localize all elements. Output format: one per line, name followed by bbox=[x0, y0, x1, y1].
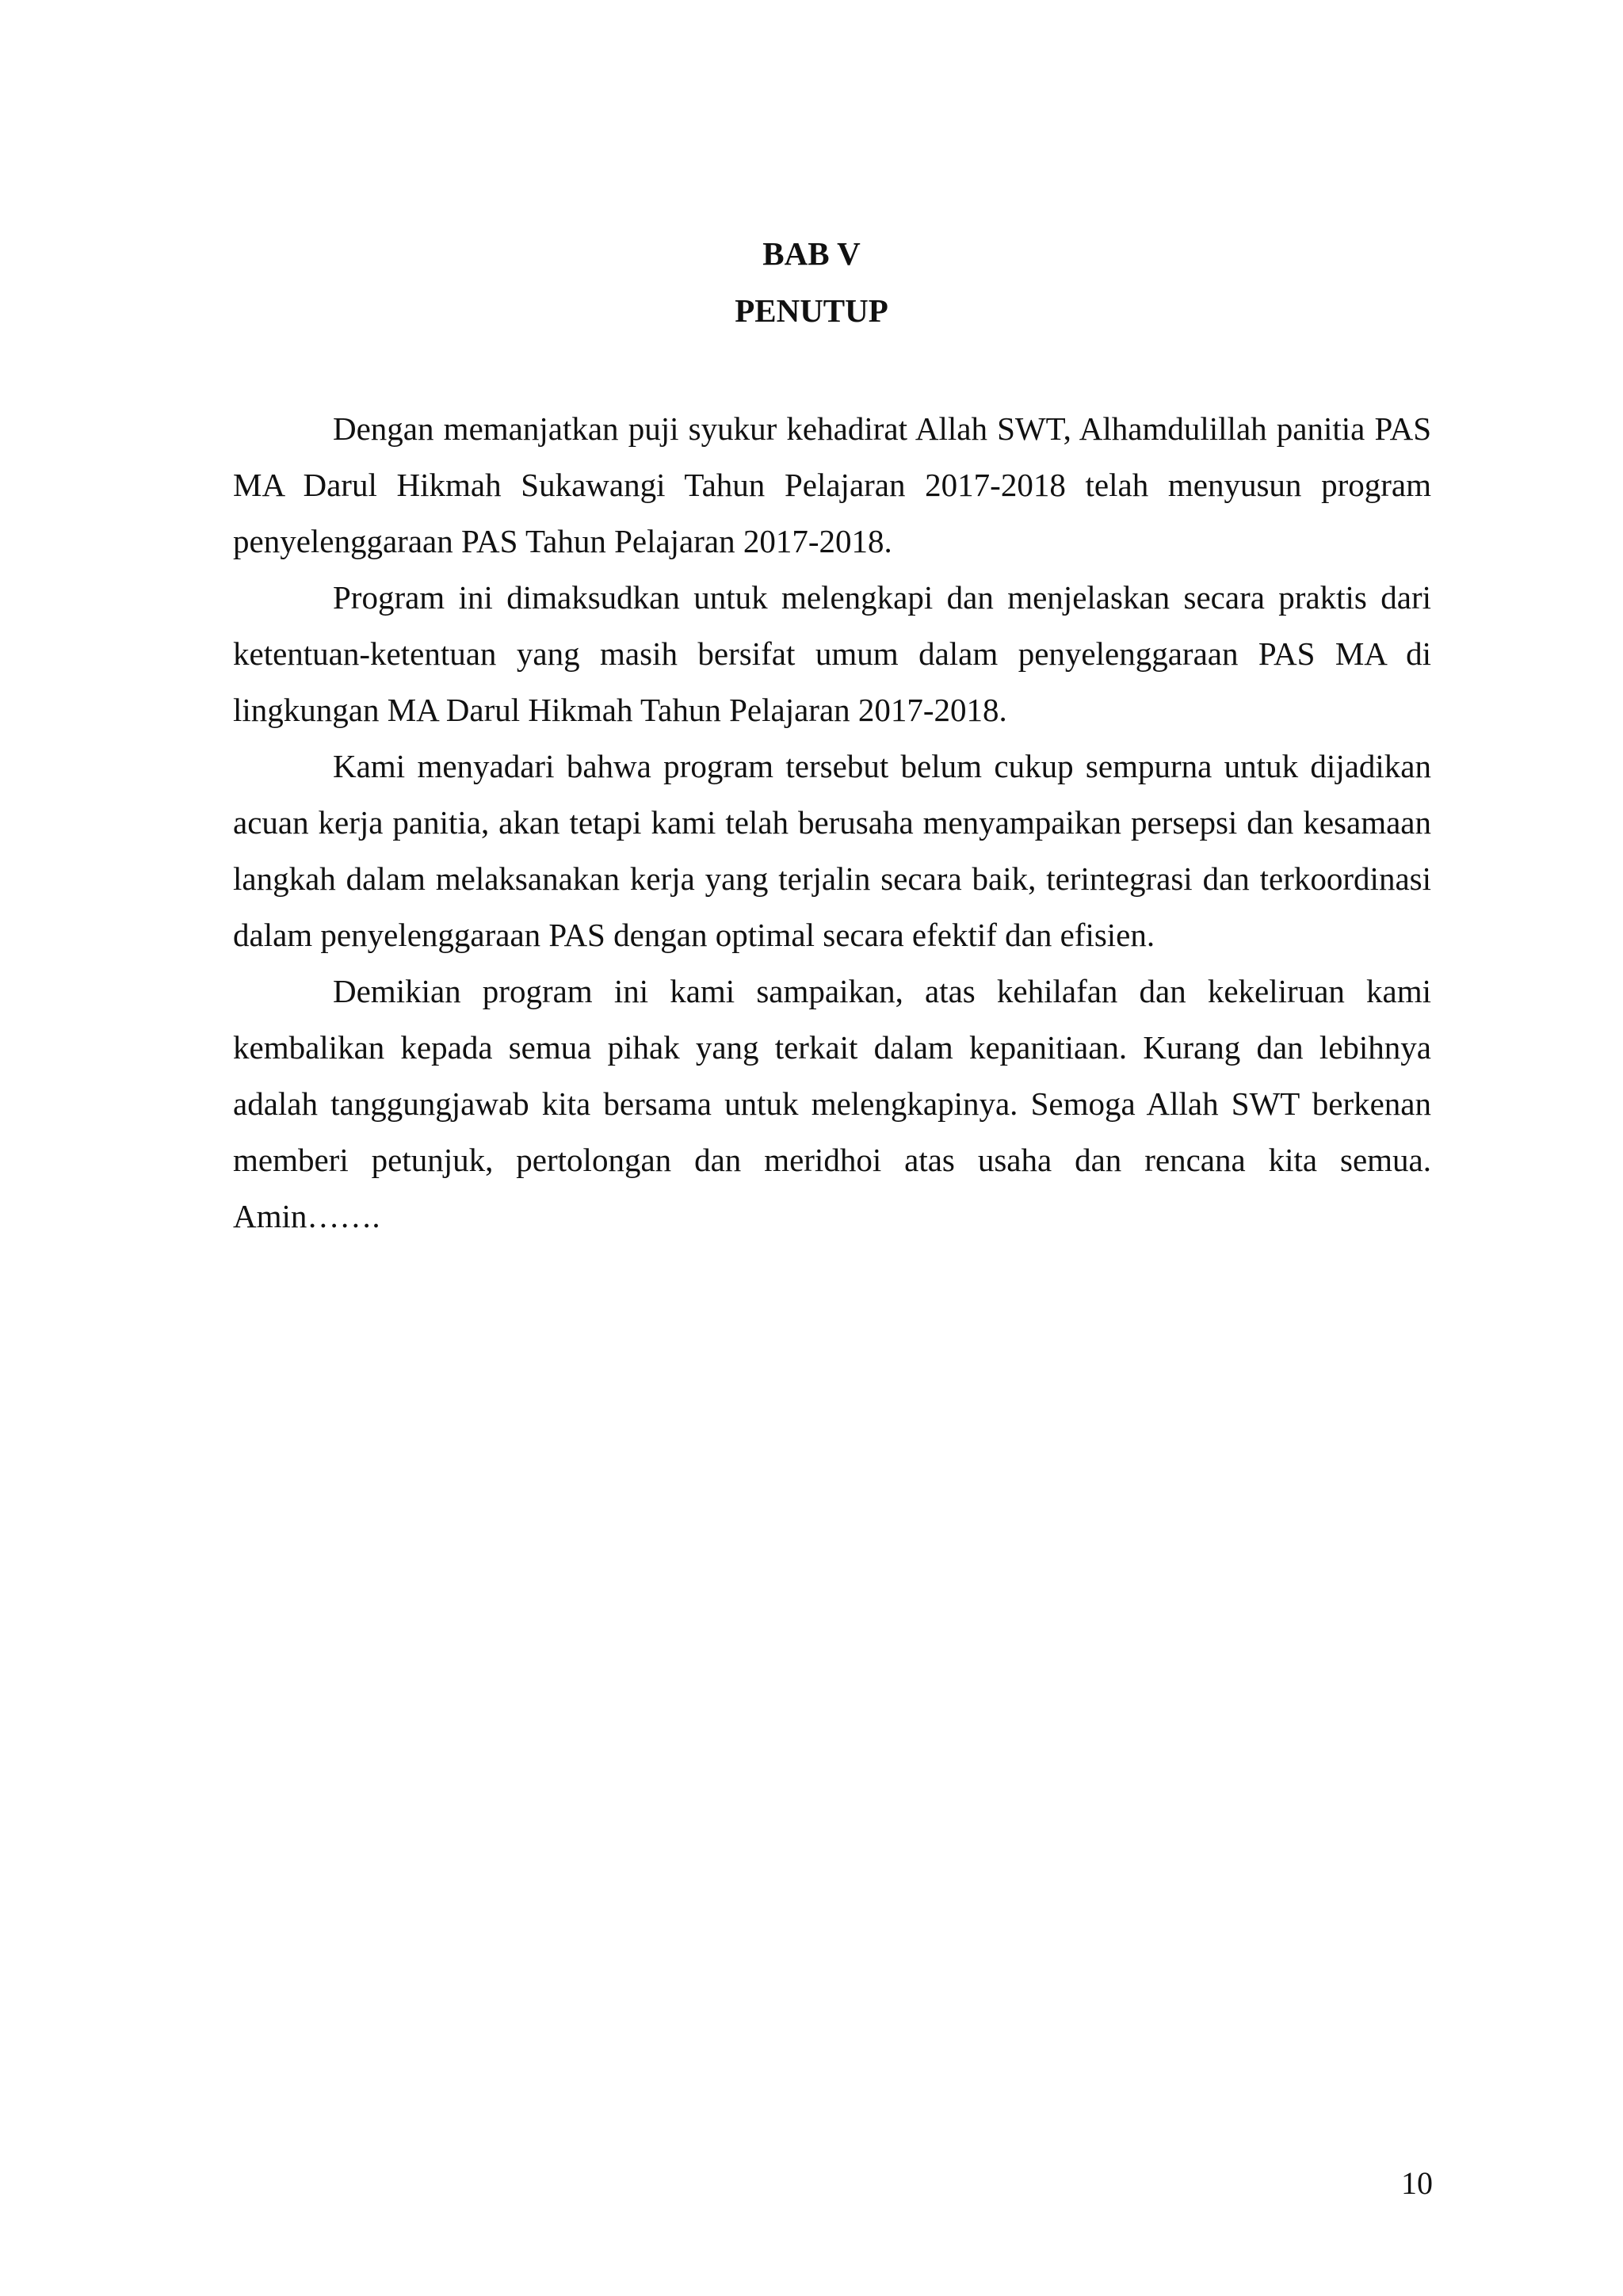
page-number: 10 bbox=[1401, 2165, 1433, 2201]
paragraph-1: Dengan memanjatkan puji syukur kehadirat Allah SWT, Alhamdulillah panitia PAS MA Darul Hikmah Sukawangi Tahun Pelajaran 2017-2018 telah menyusun program penyelenggaraan PAS Tahun Pelajaran 2017-2018. bbox=[233, 410, 1431, 559]
body-text bbox=[233, 401, 1431, 1245]
paragraph-3: Kami menyadari bahwa program tersebut belum cukup sempurna untuk dijadikan acuan kerja panitia, akan tetapi kami telah berusaha menyampaikan persepsi dan kesamaan langkah dalam melaksanakan kerja yang terjalin secara baik, terintegrasi dan terkoordinasi dalam penyelenggaraan PAS dengan optimal secara efektif dan efisien. bbox=[233, 748, 1431, 953]
paragraph-2: Program ini dimaksudkan untuk melengkapi dan menjelaskan secara praktis dari ketentuan-ketentuan yang masih bersifat umum dalam penyelenggaraan PAS MA di lingkungan MA Darul Hikmah Tahun Pelajaran 2017-2018. bbox=[233, 579, 1431, 728]
chapter-title: PENUTUP bbox=[735, 292, 888, 329]
paragraph-4: Demikian program ini kami sampaikan, atas kehilafan dan kekeliruan kami kembalikan kepada semua pihak yang terkait dalam kepanitiaan. Kurang dan lebihnya adalah tanggungjawab kita bersama untuk melengkapinya. Semoga Allah SWT berkenan memberi petunjuk, pertolongan dan meridhoi atas usaha dan rencana kita semua. Amin……. bbox=[233, 973, 1431, 1234]
chapter-heading: BAB V bbox=[762, 235, 861, 272]
